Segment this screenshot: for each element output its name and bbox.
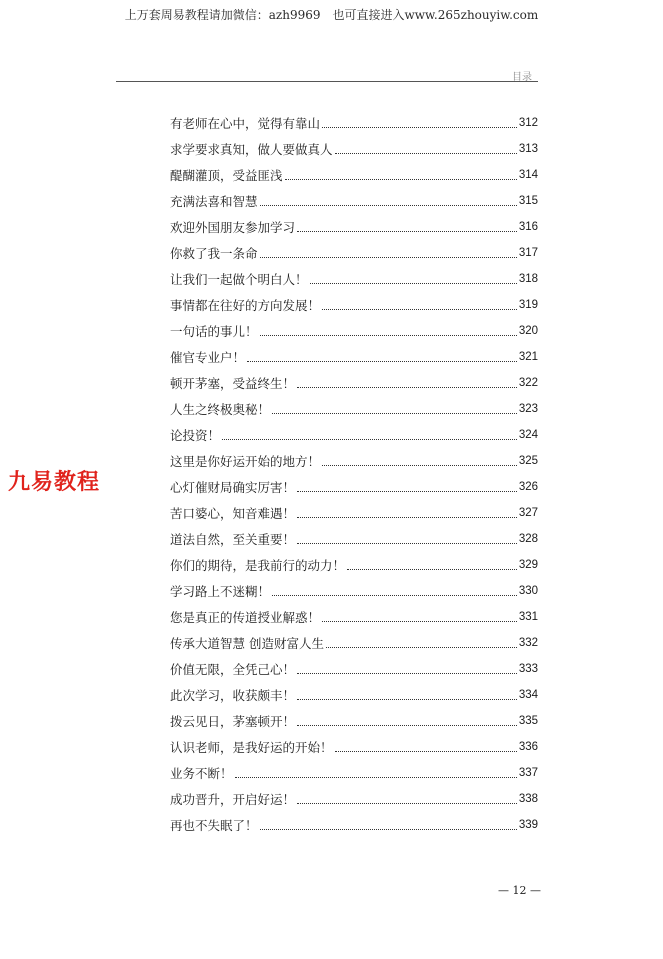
watermark-logo: 九易教程 xyxy=(8,470,101,495)
toc-entry-title: 你们的期待，是我前行的动力！ xyxy=(170,558,346,573)
toc-entry-title: 您是真正的传道授业解惑！ xyxy=(170,610,321,625)
toc-entry-title: 醍醐灌顶，受益匪浅 xyxy=(170,168,283,183)
toc-entry-title: 充满法喜和智慧 xyxy=(170,194,258,209)
toc-leader-dots xyxy=(335,152,517,154)
toc-leader-dots xyxy=(260,828,517,830)
running-head: 目录 xyxy=(512,72,532,83)
header-rule xyxy=(116,81,538,82)
toc-entry-page: 314 xyxy=(518,169,538,181)
toc-entry-page: 339 xyxy=(518,819,538,831)
toc-entry xyxy=(170,344,538,370)
toc-entry-page: 321 xyxy=(518,351,538,363)
toc-entry-title: 价值无限，全凭己心！ xyxy=(170,662,296,677)
toc-entry-title: 苦口婆心，知音难遇！ xyxy=(170,506,296,521)
toc-leader-dots xyxy=(297,386,517,388)
toc-entry-title: 事情都在往好的方向发展！ xyxy=(170,298,321,313)
toc-entry xyxy=(170,812,538,838)
header-banner: 上万套周易教程请加微信：azh9969 也可直接进入www.265zhouyiw.com xyxy=(124,8,539,22)
toc-leader-dots xyxy=(260,256,517,258)
toc-entry xyxy=(170,500,538,526)
toc-leader-dots xyxy=(247,360,517,362)
toc-entry xyxy=(170,422,538,448)
toc-entry xyxy=(170,708,538,734)
toc-leader-dots xyxy=(235,776,517,778)
toc-leader-dots xyxy=(260,204,517,206)
toc-entry-page: 329 xyxy=(518,559,538,571)
toc-entry-title: 认识老师，是我好运的开始！ xyxy=(170,740,333,755)
toc-entry-title: 这里是你好运开始的地方！ xyxy=(170,454,321,469)
toc-entry xyxy=(170,474,538,500)
toc-entry-page: 318 xyxy=(518,273,538,285)
toc-entry-page: 338 xyxy=(518,793,538,805)
toc-entry-page: 313 xyxy=(518,143,538,155)
toc-entry-page: 333 xyxy=(518,663,538,675)
toc-entry xyxy=(170,604,538,630)
toc-leader-dots xyxy=(297,698,517,700)
toc-entry-page: 334 xyxy=(518,689,538,701)
toc-entry xyxy=(170,240,538,266)
toc-entry-page: 327 xyxy=(518,507,538,519)
toc-leader-dots xyxy=(222,438,517,440)
toc-leader-dots xyxy=(285,178,517,180)
toc-entry-page: 322 xyxy=(518,377,538,389)
toc-entry xyxy=(170,448,538,474)
toc-entry-title: 此次学习，收获颇丰！ xyxy=(170,688,296,703)
toc-leader-dots xyxy=(297,230,517,232)
toc-entry-title: 让我们一起做个明白人！ xyxy=(170,272,308,287)
toc-leader-dots xyxy=(322,308,517,310)
toc-leader-dots xyxy=(310,282,517,284)
toc-leader-dots xyxy=(322,464,517,466)
table-of-contents xyxy=(170,110,538,838)
toc-entry-title: 人生之终极奥秘！ xyxy=(170,402,271,417)
toc-entry-page: 316 xyxy=(518,221,538,233)
toc-leader-dots xyxy=(322,620,517,622)
toc-entry xyxy=(170,760,538,786)
toc-leader-dots xyxy=(322,126,517,128)
toc-entry-title: 成功晋升，开启好运！ xyxy=(170,792,296,807)
toc-entry-page: 323 xyxy=(518,403,538,415)
toc-entry xyxy=(170,526,538,552)
toc-entry-title: 欢迎外国朋友参加学习 xyxy=(170,220,296,235)
toc-entry-title: 拨云见日，茅塞顿开！ xyxy=(170,714,296,729)
toc-leader-dots xyxy=(260,334,517,336)
toc-entry xyxy=(170,162,538,188)
toc-entry-title: 你救了我一条命 xyxy=(170,246,258,261)
toc-entry-title: 业务不断！ xyxy=(170,766,233,781)
page-number: — 12 — xyxy=(498,884,541,897)
toc-entry xyxy=(170,214,538,240)
toc-leader-dots xyxy=(297,802,517,804)
toc-entry xyxy=(170,370,538,396)
toc-entry-title: 求学要求真知，做人要做真人 xyxy=(170,142,333,157)
toc-entry-page: 319 xyxy=(518,299,538,311)
toc-leader-dots xyxy=(297,672,517,674)
toc-leader-dots xyxy=(297,724,517,726)
toc-entry-title: 顿开茅塞，受益终生！ xyxy=(170,376,296,391)
toc-entry-page: 324 xyxy=(518,429,538,441)
toc-leader-dots xyxy=(272,412,517,414)
toc-entry xyxy=(170,266,538,292)
toc-entry-page: 320 xyxy=(518,325,538,337)
toc-entry xyxy=(170,396,538,422)
toc-entry-title: 道法自然，至关重要！ xyxy=(170,532,296,547)
toc-leader-dots xyxy=(326,646,517,648)
toc-entry-page: 335 xyxy=(518,715,538,727)
toc-entry xyxy=(170,188,538,214)
toc-entry-page: 332 xyxy=(518,637,538,649)
toc-entry xyxy=(170,552,538,578)
toc-entry xyxy=(170,136,538,162)
toc-entry xyxy=(170,630,538,656)
toc-entry xyxy=(170,318,538,344)
toc-entry xyxy=(170,682,538,708)
toc-entry-title: 论投资！ xyxy=(170,428,221,443)
toc-entry-page: 315 xyxy=(518,195,538,207)
toc-entry-page: 330 xyxy=(518,585,538,597)
toc-leader-dots xyxy=(272,594,517,596)
toc-entry xyxy=(170,656,538,682)
toc-entry-page: 337 xyxy=(518,767,538,779)
toc-leader-dots xyxy=(335,750,517,752)
toc-entry-page: 328 xyxy=(518,533,538,545)
toc-leader-dots xyxy=(347,568,517,570)
toc-entry-page: 331 xyxy=(518,611,538,623)
toc-entry-title: 一句话的事儿！ xyxy=(170,324,258,339)
toc-entry-title: 学习路上不迷糊！ xyxy=(170,584,271,599)
toc-entry xyxy=(170,292,538,318)
toc-entry-title: 有老师在心中，觉得有靠山 xyxy=(170,116,321,131)
toc-entry xyxy=(170,734,538,760)
toc-entry-page: 336 xyxy=(518,741,538,753)
toc-entry-page: 312 xyxy=(518,117,538,129)
toc-leader-dots xyxy=(297,490,517,492)
toc-entry-page: 326 xyxy=(518,481,538,493)
toc-entry-page: 325 xyxy=(518,455,538,467)
toc-entry-title: 再也不失眠了！ xyxy=(170,818,258,833)
toc-entry xyxy=(170,786,538,812)
toc-leader-dots xyxy=(297,516,517,518)
toc-entry xyxy=(170,578,538,604)
toc-entry-title: 催官专业户！ xyxy=(170,350,246,365)
toc-entry-title: 传承大道智慧 创造财富人生 xyxy=(170,636,324,651)
toc-entry-title: 心灯催财局确实厉害！ xyxy=(170,480,296,495)
toc-entry xyxy=(170,110,538,136)
toc-entry-page: 317 xyxy=(518,247,538,259)
toc-leader-dots xyxy=(297,542,517,544)
